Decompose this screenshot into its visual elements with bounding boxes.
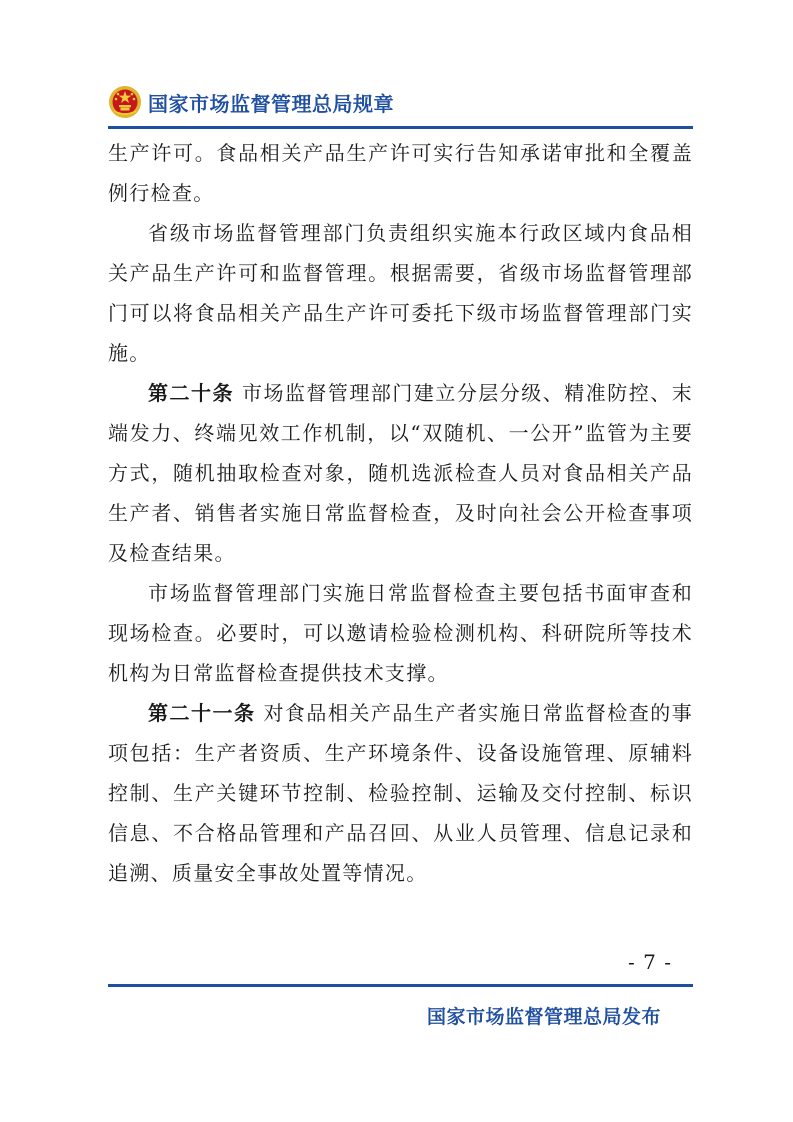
paragraph-text: 市场监督管理部门建立分层分级、精准防控、末端发力、终端见效工作机制，以“双随机、一公开”监管为主要方式，随机抽取检查对象，随机选派检查人员对食品相关产品生产者、销售者实施日常监督检查，及时向社会公开检查事项及检查结果。 — [108, 381, 693, 565]
header-divider — [108, 126, 693, 129]
paragraph-text: 生产许可。食品相关产品生产许可实行告知承诺审批和全覆盖例行检查。 — [108, 141, 693, 205]
paragraph — [108, 133, 693, 213]
paragraph — [108, 373, 693, 573]
paragraph — [108, 573, 693, 693]
document-body — [108, 133, 693, 893]
paragraph-text: 省级市场监督管理部门负责组织实施本行政区域内食品相关产品生产许可和监督管理。根据需要，省级市场监督管理部门可以将食品相关产品生产许可委托下级市场监督管理部门实施。 — [108, 221, 693, 365]
paragraph — [108, 213, 693, 373]
article-label: 第二十一条 — [148, 701, 256, 725]
paragraph-text: 对食品相关产品生产者实施日常监督检查的事项包括：生产者资质、生产环境条件、设备设施管理、原辅料控制、生产关键环节控制、检验控制、运输及交付控制、标识信息、不合格品管理和产品召回、从业人员管理、信息记录和追溯、质量安全事故处置等情况。 — [108, 701, 693, 885]
header-title: 国家市场监督管理总局规章 — [148, 91, 394, 116]
page-number: - 7 - — [628, 950, 672, 974]
page-header — [108, 84, 394, 120]
paragraph — [108, 693, 693, 893]
national-emblem-icon — [108, 85, 142, 119]
paragraph-text: 市场监督管理部门实施日常监督检查主要包括书面审查和现场检查。必要时，可以邀请检验检测机构、科研院所等技术机构为日常监督检查提供技术支撑。 — [108, 581, 693, 685]
article-label: 第二十条 — [148, 381, 234, 405]
footer-publisher: 国家市场监督管理总局发布 — [426, 1006, 661, 1028]
footer-divider — [108, 984, 693, 987]
